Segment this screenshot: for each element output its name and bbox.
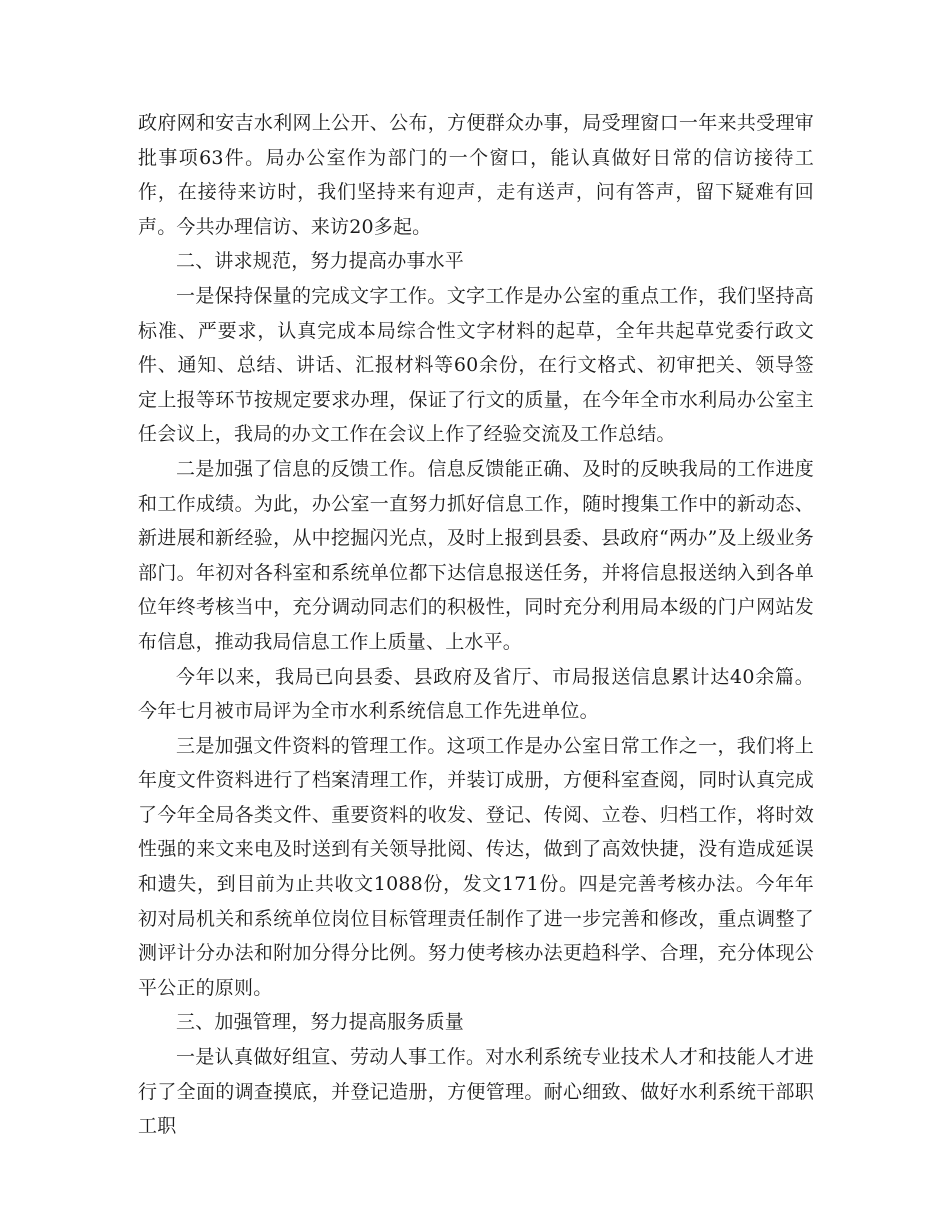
paragraph-6: 三是加强文件资料的管理工作。这项工作是办公室日常工作之一，我们将上年度文件资料进行了档案清理工作，并装订成册，方便科室查阅，同时认真完成了今年全局各类文件、重要资料的收发、登记、传阅、立卷、归档工作，将时效性强的来文来电及时送到有关领导批阅、传达，做到了高效快捷，没有造成延误和遗失，到目前为止共收文1088份，发文171份。四是完善考核办法。今年年初对局机关和系统单位岗位目标管理责任制作了进一步完善和修改，重点调整了测评计分办法和附加分得分比例。努力使考核办法更趋科学、合理，充分体现公平公正的原则。 xyxy=(138,734,814,999)
section-heading-7: 三、加强管理，努力提高服务质量 xyxy=(176,1011,465,1034)
paragraph-5: 今年以来，我局已向县委、县政府及省厅、市局报送信息累计达40余篇。今年七月被市局评为全市水利系统信息工作先进单位。 xyxy=(138,665,814,723)
paragraph-8: 一是认真做好组宣、劳动人事工作。对水利系统专业技术人才和技能人才进行了全面的调查摸底，并登记造册，方便管理。耐心细致、做好水利系统干部职工职 xyxy=(138,1046,814,1138)
section-heading-2: 二、讲求规范，努力提高办事水平 xyxy=(176,250,465,273)
paragraph-3: 一是保持保量的完成文字工作。文字工作是办公室的重点工作，我们坚持高标准、严要求，认真完成本局综合性文字材料的起草，全年共起草党委行政文件、通知、总结、讲话、汇报材料等60余份，在行文格式、初审把关、领导签定上报等环节按规定要求办理，保证了行文的质量，在今年全市水利局办公室主任会议上，我局的办文工作在会议上作了经验交流及工作总结。 xyxy=(138,284,814,446)
document-body xyxy=(138,106,814,1144)
paragraph-4: 二是加强了信息的反馈工作。信息反馈能正确、及时的反映我局的工作进度和工作成绩。为此，办公室一直努力抓好信息工作，随时搜集工作中的新动态、新进展和新经验，从中挖掘闪光点，及时上报到县委、县政府“两办”及上级业务部门。年初对各科室和系统单位都下达信息报送任务，并将信息报送纳入到各单位年终考核当中，充分调动同志们的积极性，同时充分利用局本级的门户网站发布信息，推动我局信息工作上质量、上水平。 xyxy=(138,457,814,653)
paragraph-1: 政府网和安吉水利网上公开、公布，方便群众办事，局受理窗口一年来共受理审批事项63件。局办公室作为部门的一个窗口，能认真做好日常的信访接待工作，在接待来访时，我们坚持来有迎声，走有送声，问有答声，留下疑难有回声。今共办理信访、来访20多起。 xyxy=(138,112,814,238)
